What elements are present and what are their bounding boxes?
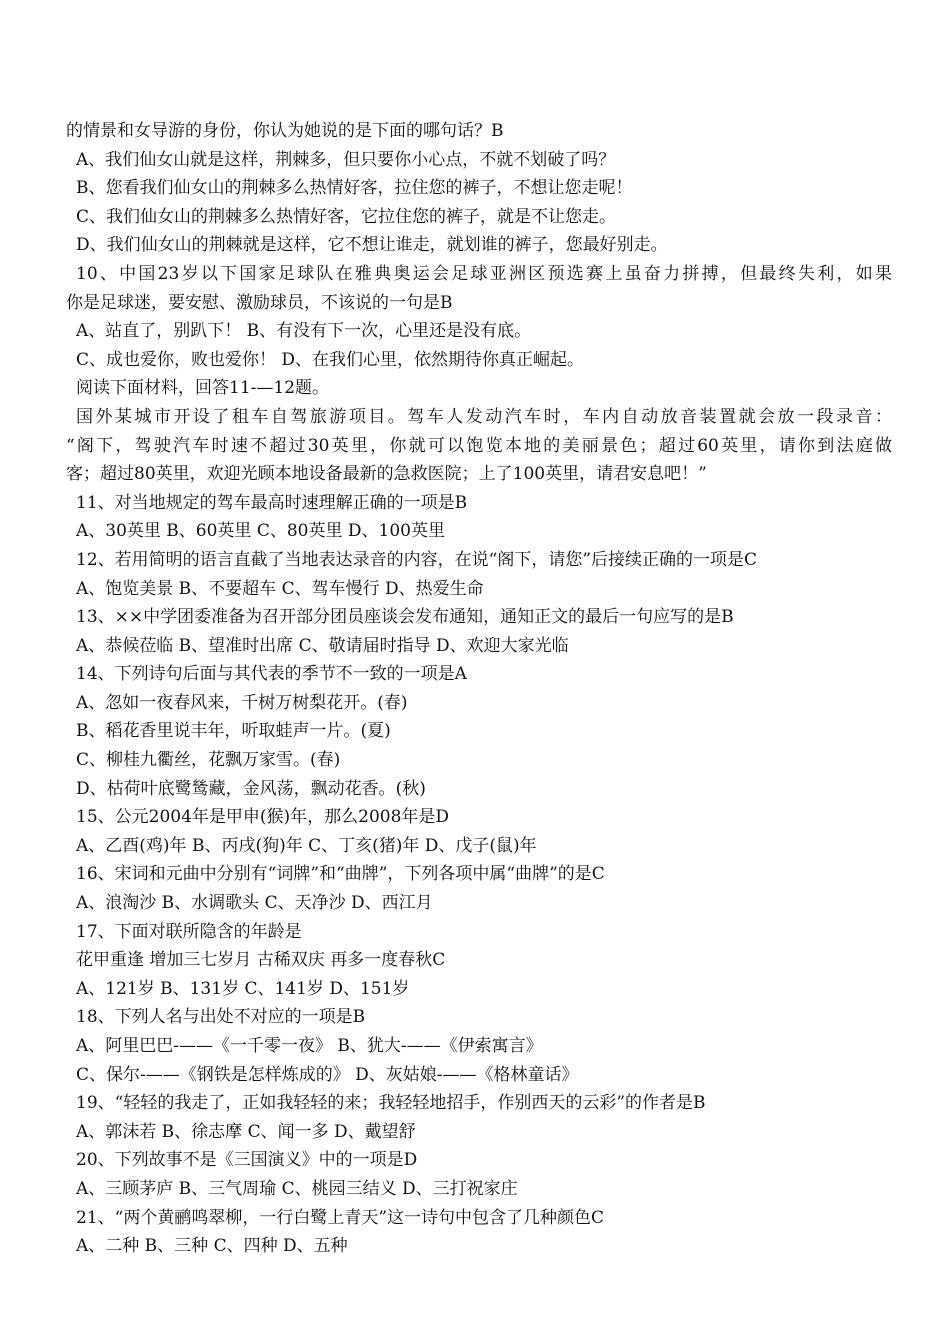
- option-line: A、阿里巴巴-——《一千零一夜》 B、犹大-——《伊索寓言》: [76, 1036, 543, 1056]
- question-line: 你是足球迷，要安慰、激励球员，不该说的一句是B: [66, 292, 453, 313]
- option-line: C、保尔-——《钢铁是怎样炼成的》 D、灰姑娘-——《格林童话》: [76, 1064, 579, 1085]
- question-line: 14、下列诗句后面与其代表的季节不一致的一项是A: [76, 664, 467, 685]
- question-line: 16、宋词和元曲中分别有“词牌”和“曲牌”，下列各项中属“曲牌”的是C: [76, 864, 605, 885]
- instruction-line: 阅读下面材料，回答11-—12题。: [76, 378, 330, 399]
- option-line: A、30英里 B、60英里 C、80英里 D、100英里: [76, 521, 445, 542]
- question-line: 20、下列故事不是《三国演义》中的一项是D: [76, 1150, 418, 1171]
- option-line: A、三顾茅庐 B、三气周瑜 C、桃园三结义 D、三打祝家庄: [76, 1178, 518, 1199]
- paragraph-line: 的情景和女导游的身份，你认为她说的是下面的哪句话？B: [66, 121, 504, 141]
- option-line: A、二种 B、三种 C、四种 D、五种: [76, 1236, 348, 1257]
- option-line: A、站直了，别趴下！ B、有没有下一次，心里还是没有底。: [76, 321, 532, 342]
- document-body: [66, 117, 892, 1261]
- option-line: B、您看我们仙女山的荆棘多么热情好客，拉住您的裤子，不想让您走呢！: [76, 178, 633, 199]
- option-line: D、我们仙女山的荆棘就是这样，它不想让谁走，就划谁的裤子，您最好别走。: [76, 235, 668, 256]
- couplet-line: 花甲重逢 增加三七岁月 古稀双庆 再多一度春秋C: [76, 950, 446, 971]
- question-line: 12、若用简明的语言直截了当地表达录音的内容，在说“阁下，请您”后接续正确的一项是C: [76, 549, 758, 570]
- question-line: 11、对当地规定的驾车最高时速理解正确的一项是B: [76, 492, 468, 513]
- passage-line: “阁下，驾驶汽车时速不超过30英里，你就可以饱览本地的美丽景色；超过60英里，请你到法庭做: [66, 435, 892, 456]
- question-line: 19、“轻轻的我走了，正如我轻轻的来；我轻轻地招手，作别西天的云彩”的作者是B: [76, 1093, 706, 1114]
- option-line: C、我们仙女山的荆棘多么热情好客，它拉住您的裤子，就是不让您走。: [76, 206, 617, 227]
- question-line: 13、××中学团委准备为召开部分团员座谈会发布通知，通知正文的最后一句应写的是B: [76, 607, 734, 628]
- option-line: A、我们仙女山就是这样，荆棘多，但只要你小心点，不就不划破了吗？: [76, 149, 616, 170]
- option-line: A、乙酉(鸡)年 B、丙戌(狗)年 C、丁亥(猪)年 D、戊子(鼠)年: [76, 835, 537, 856]
- option-line: A、121岁 B、131岁 C、141岁 D、151岁: [76, 978, 410, 999]
- passage-line: 客；超过80英里，欢迎光顾本地设备最新的急救医院；上了100英里，请君安息吧！”: [66, 464, 707, 485]
- option-line: A、饱览美景 B、不要超车 C、驾车慢行 D、热爱生命: [76, 578, 484, 599]
- option-line: A、恭候莅临 B、望准时出席 C、敬请届时指导 D、欢迎大家光临: [76, 635, 569, 656]
- question-line: 10、中国23岁以下国家足球队在雅典奥运会足球亚洲区预选赛上虽奋力拼搏，但最终失利，如果: [76, 263, 892, 284]
- option-line: A、浪淘沙 B、水调歌头 C、天净沙 D、西江月: [76, 893, 433, 914]
- option-line: C、柳桂九衢丝，花飘万家雪。(春): [76, 750, 341, 771]
- passage-line: 国外某城市开设了租车自驾旅游项目。驾车人发动汽车时，车内自动放音装置就会放一段录音：: [76, 406, 892, 427]
- option-line: A、忽如一夜春风来，千树万树梨花开。(春): [76, 692, 408, 713]
- question-line: 17、下面对联所隐含的年龄是: [76, 921, 302, 942]
- option-line: B、稻花香里说丰年，听取蛙声一片。(夏): [76, 721, 391, 742]
- question-line: 18、下列人名与出处不对应的一项是B: [76, 1007, 366, 1028]
- option-line: C、成也爱你，败也爱你！ D、在我们心里，依然期待你真正崛起。: [76, 349, 585, 370]
- option-line: A、郭沫若 B、徐志摩 C、闻一多 D、戴望舒: [76, 1121, 416, 1142]
- option-line: D、枯荷叶底鹭鸶藏，金风荡，飘动花香。(秋): [76, 778, 426, 799]
- question-line: 15、公元2004年是甲申(猴)年，那么2008年是D: [76, 807, 450, 828]
- question-line: 21、“两个黄鹂鸣翠柳，一行白鹭上青天”这一诗句中包含了几种颜色C: [76, 1207, 605, 1228]
